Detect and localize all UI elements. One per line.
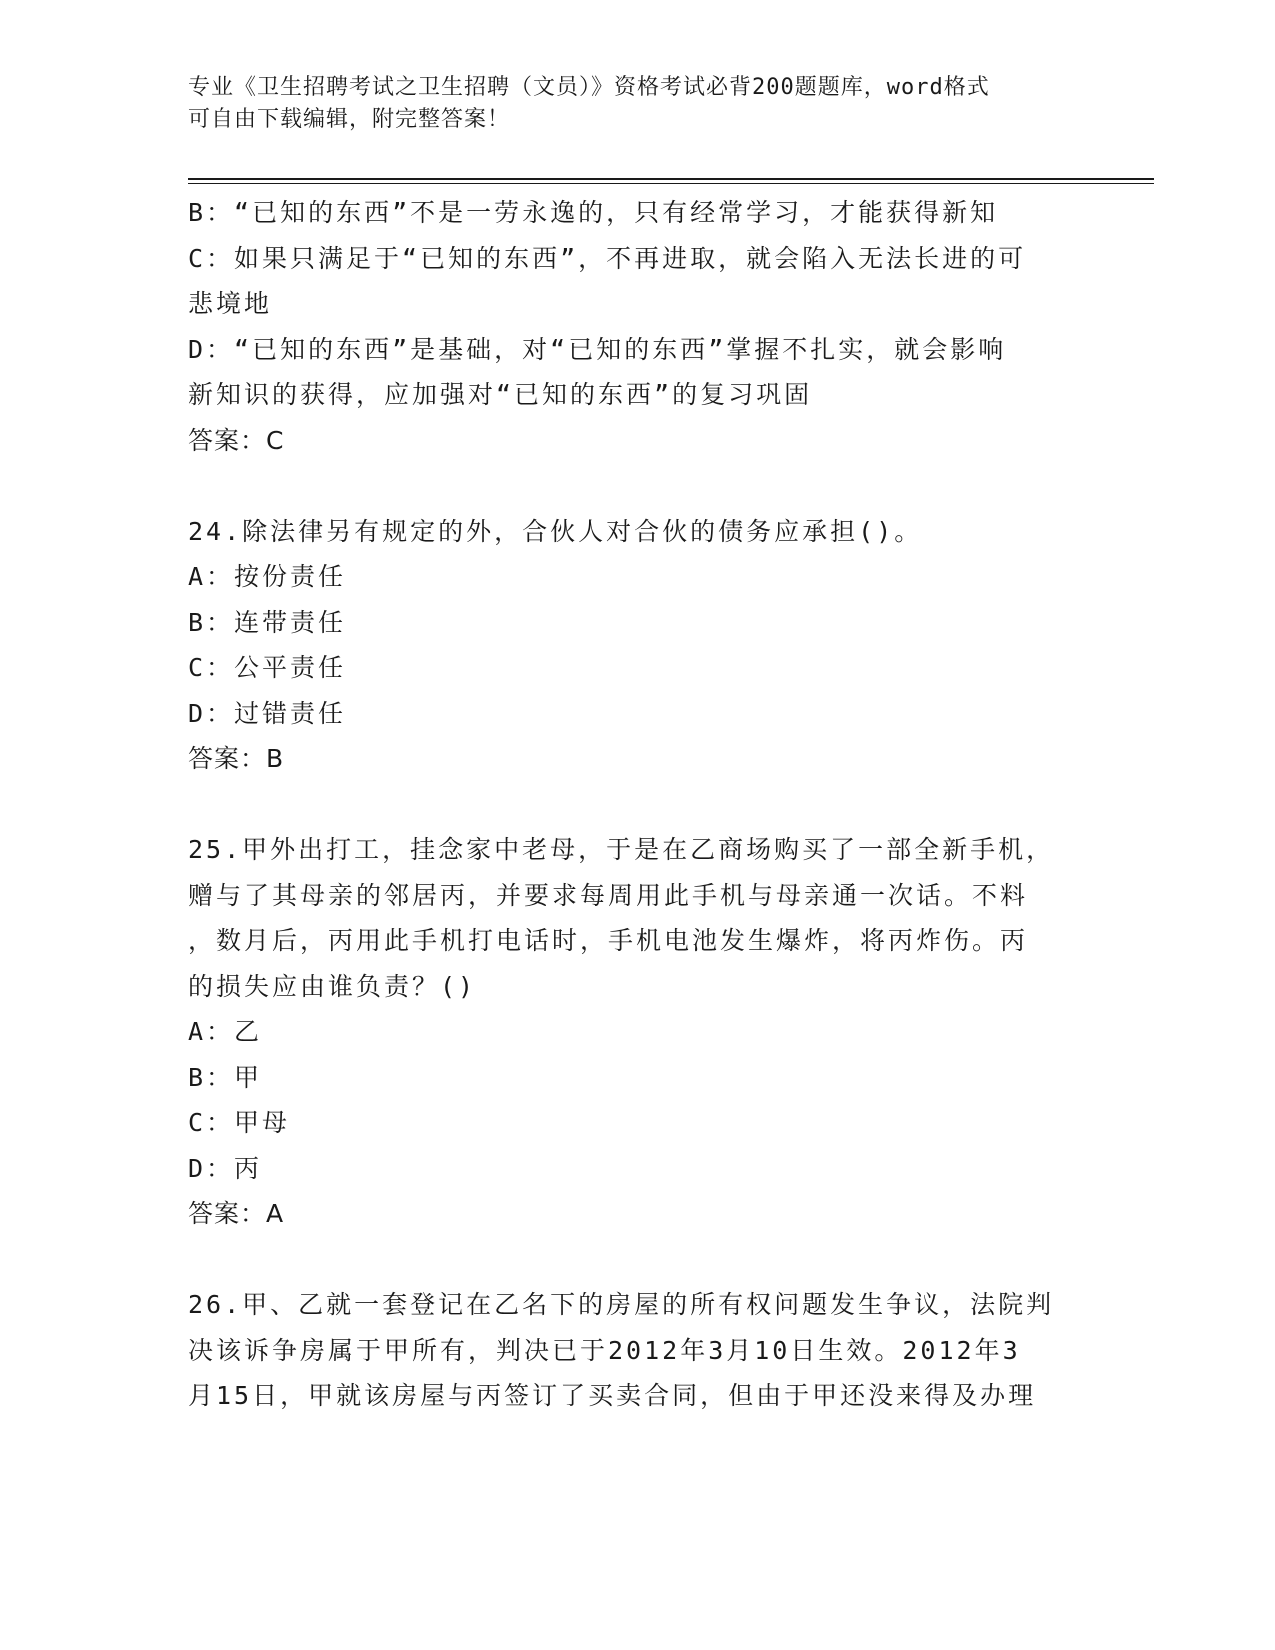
option-c-line-1: C：如果只满足于“已知的东西”，不再进取，就会陷入无法长进的可	[188, 243, 1027, 273]
question-25	[188, 827, 1088, 1237]
question-23	[188, 190, 1088, 463]
question-stem-line-2: 赠与了其母亲的邻居丙，并要求每周用此手机与母亲通一次话。不料	[188, 880, 1029, 910]
option-c: C：公平责任	[188, 653, 347, 682]
answer: 答案：A	[188, 1199, 285, 1228]
header-divider-thin	[188, 183, 1154, 184]
option-b: B：“已知的东西”不是一劳永逸的，只有经常学习，才能获得新知	[188, 198, 999, 227]
document-header	[188, 72, 1068, 136]
option-d-line-2: 新知识的获得，应加强对“已知的东西”的复习巩固	[188, 380, 813, 409]
question-list	[188, 190, 1088, 1419]
question-24	[188, 509, 1088, 782]
header-divider-thick	[188, 178, 1154, 180]
question-stem-line-1: 26.甲、乙就一套登记在乙名下的房屋的所有权问题发生争议，法院判	[188, 1290, 1055, 1319]
spacer	[188, 463, 1088, 509]
question-stem-line-2: 决该诉争房属于甲所有，判决已于2012年3月10日生效。2012年3	[188, 1335, 1021, 1365]
header-line-2: 可自由下载编辑，附完整答案！	[188, 107, 511, 132]
option-c: C：甲母	[188, 1108, 291, 1137]
question-26	[188, 1282, 1088, 1419]
question-stem-line-3: ，数月后，丙用此手机打电话时，手机电池发生爆炸，将丙炸伤。丙	[188, 926, 1029, 955]
header-line-1: 专业《卫生招聘考试之卫生招聘（文员）》资格考试必背200题题库，word格式	[188, 75, 990, 100]
spacer	[188, 782, 1088, 828]
answer: 答案：C	[188, 425, 285, 455]
option-b: B：甲	[188, 1062, 263, 1092]
answer: 答案：B	[188, 744, 285, 773]
option-d: D：丙	[188, 1153, 263, 1183]
option-a: A：乙	[188, 1017, 263, 1046]
question-stem-line-3: 月15日，甲就该房屋与丙签订了买卖合同，但由于甲还没来得及办理	[188, 1381, 1037, 1410]
option-b: B：连带责任	[188, 607, 347, 637]
option-a: A：按份责任	[188, 562, 347, 591]
option-c-line-2: 悲境地	[188, 289, 273, 318]
spacer	[188, 1237, 1088, 1283]
question-stem-line-1: 25.甲外出打工，挂念家中老母，于是在乙商场购买了一部全新手机，	[188, 835, 1055, 864]
option-d-line-1: D：“已知的东西”是基础，对“已知的东西”掌握不扎实，就会影响	[188, 334, 1007, 364]
question-stem-line-4: 的损失应由谁负责？()	[188, 971, 477, 1001]
option-d: D：过错责任	[188, 698, 347, 728]
question-stem: 24.除法律另有规定的外，合伙人对合伙的债务应承担()。	[188, 516, 923, 546]
